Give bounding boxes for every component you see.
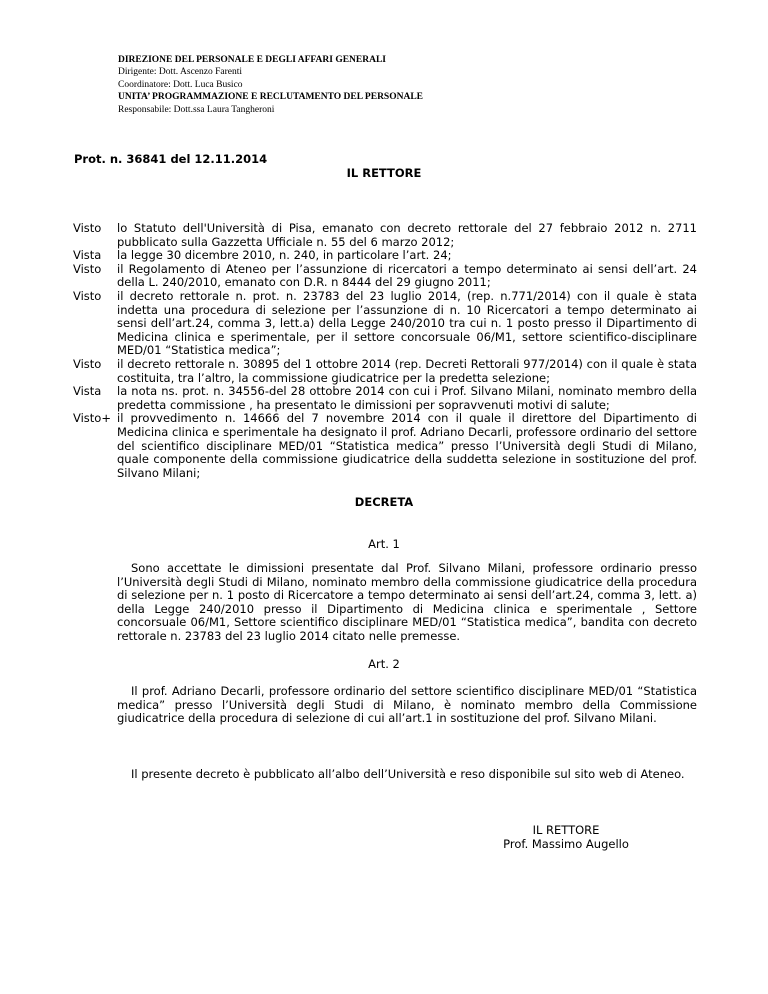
- premise-text: il decreto rettorale n. prot. n. 23783 del 23 luglio 2014, (rep. n.771/2014) con il quale è stata indetta una procedura di selezione per l’assunzione di n. 10 Ricercatori a tempo determinato ai sensi dell’art.24, comma 3, lett.a) della Legge 240/2010 tra cui n. 1 posto presso il Dipartimento di Medicina clinica e sperimentale, per il settore concorsuale 06/M1, settore scientifico-disciplinare MED/01 “Statistica medica”;: [117, 288, 697, 358]
- coordinatore-line: Coordinatore: Dott. Luca Busico: [118, 79, 243, 90]
- premise-text: la nota ns. prot. n. 34556-del 28 ottobre 2014 con cui i Prof. Silvano Milani, nominato membro della predetta commissione , ha presentato le dimissioni per sopravvenuti motivi di salute;: [117, 384, 697, 412]
- premise-item: [73, 263, 697, 290]
- premise-label: Visto: [73, 221, 102, 235]
- premise-item: [73, 290, 697, 358]
- premise-text: lo Statuto dell'Università di Pisa, emanato con decreto rettorale del 27 febbraio 2012 n. 2711 pubblicato sulla Gazzetta Ufficiale n. 55 del 6 marzo 2012;: [117, 221, 697, 249]
- premise-item: [73, 412, 697, 480]
- document-title: IL RETTORE: [346, 166, 422, 180]
- department-name: DIREZIONE DEL PERSONALE E DEGLI AFFARI GENERALI: [118, 55, 386, 65]
- signature-block: [482, 824, 650, 851]
- dirigente-line: Dirigente: Dott. Ascenzo Farenti: [118, 67, 242, 78]
- premise-label: Vista: [73, 248, 102, 263]
- premise-label: Vista: [73, 384, 102, 399]
- premise-label: Visto+: [73, 411, 111, 426]
- closing-paragraph: Il presente decreto è pubblicato all’albo dell’Università e reso disponibile sul sito web di Ateneo.: [131, 767, 685, 781]
- article-2-text: Il prof. Adriano Decarli, professore ordinario del settore scientifico disciplinare MED/01 “Statistica medica” presso l’Università degli Studi di Milano, è nominato membro della Commissione giudicatrice della procedura di selezione di cui all’art.1 in sostituzione del prof. Silvano Milani.: [117, 684, 697, 726]
- premise-label: Visto: [73, 261, 102, 276]
- premise-label: Visto: [73, 356, 102, 371]
- premise-text: il provvedimento n. 14666 del 7 novembre 2014 con il quale il direttore del Dipartimento di Medicina clinica e sperimentale ha designato il prof. Adriano Decarli, professore ordinario del settore del scientifico disciplinare MED/01 “Statistica medica” presso l’Università degli Studi di Milano, quale componente della commissione giudicatrice della suddetta selezione in sostituzione del prof. Silvano Milani;: [117, 411, 697, 480]
- premise-item: [73, 385, 697, 412]
- premise-item: [73, 249, 697, 263]
- protocol-number: Prot. n. 36841 del 12.11.2014: [74, 152, 268, 166]
- premise-label: Visto: [73, 288, 102, 303]
- article-1-heading: Art. 1: [368, 537, 400, 551]
- premises-list: [73, 222, 697, 480]
- article-2-heading: Art. 2: [368, 657, 400, 671]
- signature-role: IL RETTORE: [532, 823, 600, 837]
- decreta-heading: DECRETA: [354, 495, 414, 509]
- premise-text: la legge 30 dicembre 2010, n. 240, in particolare l’art. 24;: [117, 248, 452, 263]
- premise-item: [73, 358, 697, 385]
- article-1-text: Sono accettate le dimissioni presentate dal Prof. Silvano Milani, professore ordinario presso l’Università degli Studi di Milano, nominato membro della commissione giudicatrice della procedura di selezione per n. 1 posto di Ricercatore a tempo determinato ai sensi dell’art.24, comma 3, lett. a) della Legge 240/2010 presso il Dipartimento di Medicina clinica e sperimentale , Settore concorsuale 06/M1, Settore scientifico disciplinare MED/01 “Statistica medica”, bandita con decreto rettorale n. 23783 del 23 luglio 2014 citato nelle premesse.: [117, 561, 697, 643]
- signature-name: Prof. Massimo Augello: [503, 836, 629, 851]
- premise-item: [73, 222, 697, 249]
- premise-text: il decreto rettorale n. 30895 del 1 ottobre 2014 (rep. Decreti Rettorali 977/2014) con il quale è stata costituita, tra l’altro, la commissione giudicatrice per la predetta selezione;: [117, 356, 697, 385]
- unit-name: UNITA’ PROGRAMMAZIONE E RECLUTAMENTO DEL PERSONALE: [118, 92, 423, 103]
- premise-text: il Regolamento di Ateneo per l’assunzione di ricercatori a tempo determinato ai sensi dell’art. 24 della L. 240/2010, emanato con D.R. n 8444 del 29 giugno 2011;: [117, 261, 697, 290]
- responsabile-line: Responsabile: Dott.ssa Laura Tangheroni: [118, 104, 275, 115]
- letterhead: [118, 54, 423, 116]
